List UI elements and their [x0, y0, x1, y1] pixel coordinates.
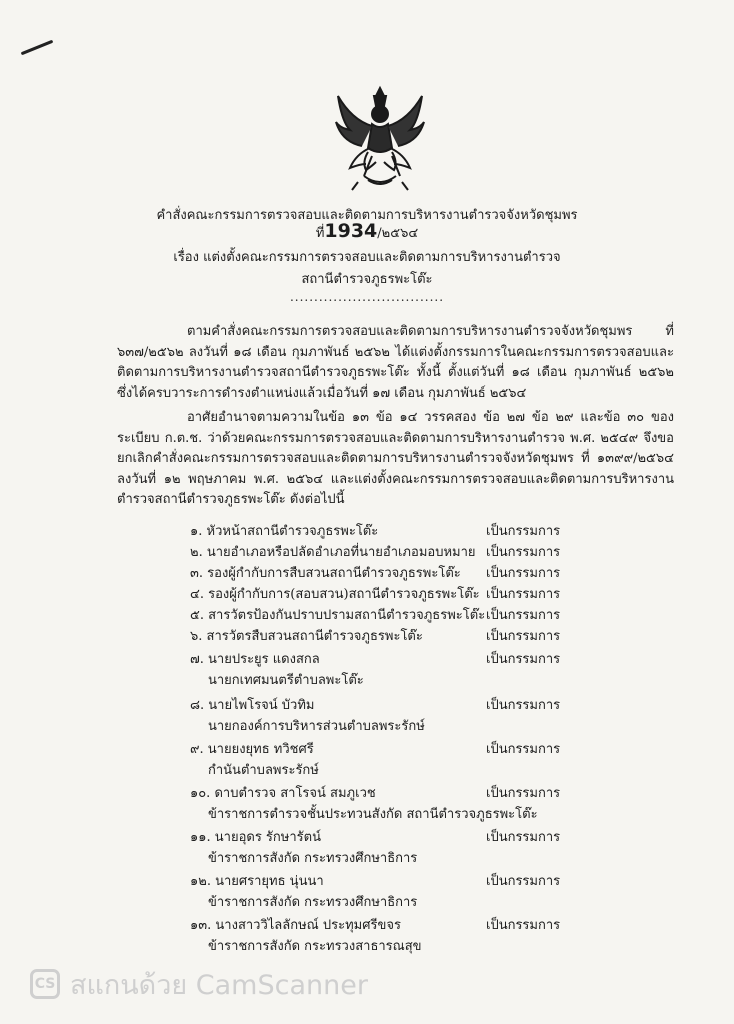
- member-8-position: นายกองค์การบริหารส่วนตำบลพระรักษ์: [208, 719, 425, 734]
- paragraph-2: [117, 408, 674, 511]
- garuda-emblem-icon: [328, 82, 432, 194]
- member-12-role: เป็นกรรมการ: [486, 874, 561, 889]
- member-5-role: เป็นกรรมการ: [486, 608, 561, 623]
- order-number: 1934: [324, 220, 378, 242]
- paragraph-1-text: ตามคำสั่งคณะกรรมการตรวจสอบและติดตามการบริหารงานตำรวจจังหวัดชุมพร ที่ ๖๓๗/๒๕๖๒ ลงวันที่ ๑๘ เดือน กุมภาพันธ์ ๒๕๖๒ ได้แต่งตั้งกรรมการในคณะกรรมการตรวจสอบและติดตามการบริหารงานตำรวจสถานีตำรวจภูธรพะโต๊ะ ทั้งนี้ ตั้งแต่วันที่ ๑๘ เดือน กุมภาพันธ์ ๒๕๖๒ ซึ่งได้ครบวาระการดำรงตำแหน่งแล้วเมื่อวันที่ ๑๗ เดือน กุมภาพันธ์ ๒๕๖๔: [117, 324, 674, 401]
- member-11-role: เป็นกรรมการ: [486, 830, 561, 845]
- member-11-name: ๑๑. นายอุดร รักษารัตน์: [190, 830, 321, 845]
- member-4-name: ๔. รองผู้กำกับการ(สอบสวน)สถานีตำรวจภูธรพะโต๊ะ: [190, 587, 480, 602]
- paragraph-1: [117, 322, 674, 404]
- member-9-role: เป็นกรรมการ: [486, 742, 561, 757]
- member-3-name: ๓. รองผู้กำกับการสืบสวนสถานีตำรวจภูธรพะโต๊ะ: [190, 566, 461, 581]
- member-9-name: ๙. นายยงยุทธ ทวิชศรี: [190, 742, 314, 757]
- member-8-name: ๘. นายไพโรจน์ บัวทิม: [190, 698, 315, 713]
- member-13-position: ข้าราชการสังกัด กระทรวงสาธารณสุข: [208, 939, 422, 954]
- camscanner-text: สแกนด้วย CamScanner: [70, 969, 368, 1001]
- camscanner-logo-icon: CS: [30, 969, 60, 999]
- member-6-name: ๖. สารวัตรสืบสวนสถานีตำรวจภูธรพะโต๊ะ: [190, 629, 423, 644]
- member-6-role: เป็นกรรมการ: [486, 629, 561, 644]
- member-10-name: ๑๐. ดาบตำรวจ สาโรจน์ สมภูเวช: [190, 786, 376, 801]
- order-number-prefix: ที่: [315, 226, 325, 241]
- subject-line-1: เรื่อง แต่งตั้งคณะกรรมการตรวจสอบและติดตามการบริหารงานตำรวจ: [173, 250, 561, 265]
- order-year: /๒๕๖๔: [377, 226, 419, 241]
- member-7-role: เป็นกรรมการ: [486, 652, 561, 667]
- member-12-position: ข้าราชการสังกัด กระทรวงศึกษาธิการ: [208, 895, 418, 910]
- member-13-name: ๑๓. นางสาววิไลลักษณ์ ประทุมศรีขจร: [190, 918, 401, 933]
- member-1-role: เป็นกรรมการ: [486, 524, 561, 539]
- member-7-name: ๗. นายประยูร แดงสกล: [190, 652, 320, 667]
- member-4-role: เป็นกรรมการ: [486, 587, 561, 602]
- member-13-role: เป็นกรรมการ: [486, 918, 561, 933]
- order-number-line: [0, 220, 734, 243]
- subject-line-2: สถานีตำรวจภูธรพะโต๊ะ: [301, 272, 433, 287]
- member-10-position: ข้าราชการตำรวจชั้นประทวนสังกัด สถานีตำรวจภูธรพะโต๊ะ: [208, 807, 538, 822]
- member-2-name: ๒. นายอำเภอหรือปลัดอำเภอที่นายอำเภอมอบหมาย: [190, 545, 476, 560]
- separator: ................................: [289, 290, 445, 304]
- member-12-name: ๑๒. นายศรายุทธ นุ่นนา: [190, 874, 324, 889]
- member-3-role: เป็นกรรมการ: [486, 566, 561, 581]
- paragraph-2-text: อาศัยอำนาจตามความในข้อ ๑๓ ข้อ ๑๔ วรรคสอง ข้อ ๒๗ ข้อ ๒๙ และข้อ ๓๐ ของระเบียบ ก.ต.ช. ว่าด้วยคณะกรรมการตรวจสอบและติดตามการบริหารงานตำรวจ พ.ศ. ๒๕๔๙ จึงขอยกเลิกคำสั่งคณะกรรมการตรวจสอบและติดตามการบริหารงานตำรวจจังหวัดชุมพร ที่ ๑๓๙๙/๒๕๖๔ ลงวันที่ ๑๒ พฤษภาคม พ.ศ. ๒๕๖๔ และแต่งตั้งคณะกรรมการตรวจสอบและติดตามการบริหารงานตำรวจสถานีตำรวจภูธรพะโต๊ะ ดังต่อไปนี้: [117, 410, 674, 507]
- member-9-position: กำนันตำบลพระรักษ์: [208, 763, 319, 778]
- member-11-position: ข้าราชการสังกัด กระทรวงศึกษาธิการ: [208, 851, 418, 866]
- member-8-role: เป็นกรรมการ: [486, 698, 561, 713]
- camscanner-watermark: [30, 966, 368, 1002]
- member-7-position: นายกเทศมนตรีตำบลพะโต๊ะ: [208, 673, 364, 688]
- member-5-name: ๕. สารวัตรป้องกันปราบปรามสถานีตำรวจภูธรพะโต๊ะ: [190, 608, 486, 623]
- member-1-name: ๑. หัวหน้าสถานีตำรวจภูธรพะโต๊ะ: [190, 524, 379, 539]
- member-10-role: เป็นกรรมการ: [486, 786, 561, 801]
- order-title: คำสั่งคณะกรรมการตรวจสอบและติดตามการบริหารงานตำรวจจังหวัดชุมพร: [156, 208, 578, 223]
- pen-mark: [21, 40, 54, 56]
- member-2-role: เป็นกรรมการ: [486, 545, 561, 560]
